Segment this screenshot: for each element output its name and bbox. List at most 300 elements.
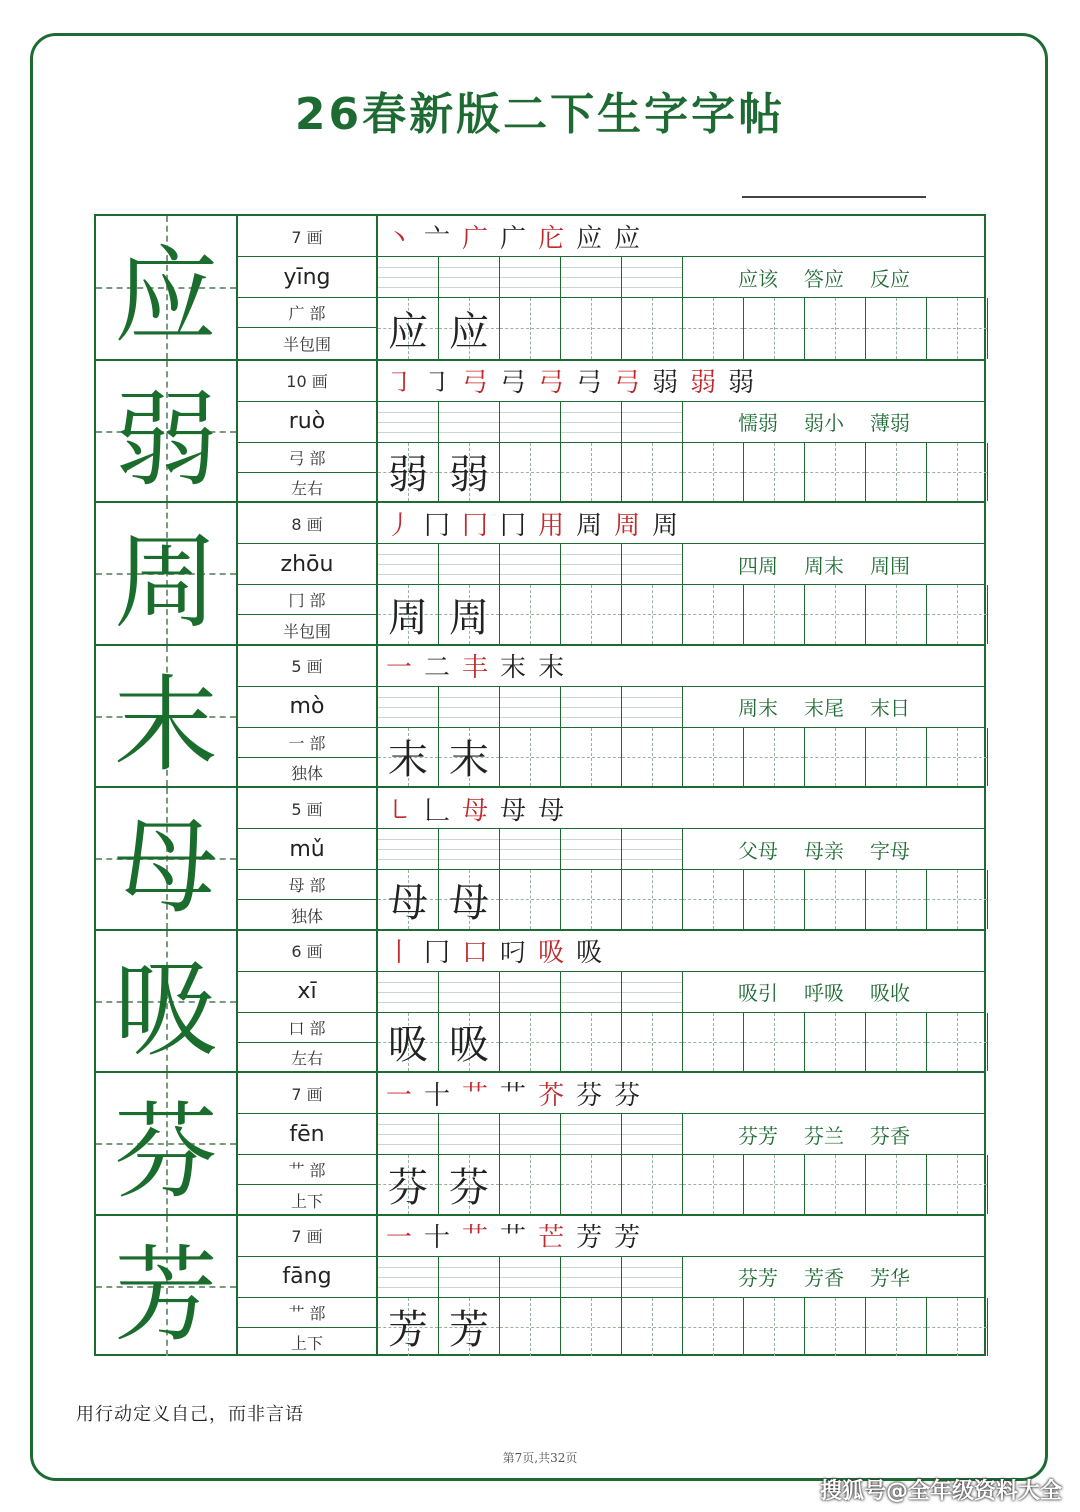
writing-cell[interactable]	[805, 443, 866, 502]
pinyin-cell[interactable]	[439, 687, 500, 727]
writing-grid-row	[378, 870, 984, 929]
stroke-step: ㇆	[424, 368, 451, 398]
pinyin-cell[interactable]	[561, 402, 622, 442]
writing-cell[interactable]	[866, 1013, 927, 1072]
stroke-step: 末	[538, 653, 565, 683]
pinyin-cell[interactable]	[439, 1257, 500, 1297]
stroke-order-row	[378, 216, 984, 257]
writing-cell[interactable]	[805, 1155, 866, 1214]
sample-character: 母	[449, 879, 489, 926]
writing-cell[interactable]	[439, 443, 500, 502]
sample-character: 芬	[449, 1164, 489, 1211]
writing-cell[interactable]	[378, 298, 439, 359]
writing-cell[interactable]	[561, 1298, 622, 1357]
cell-guide-v	[530, 298, 531, 359]
pinyin-cell[interactable]	[622, 544, 683, 584]
stroke-step: 冂	[462, 510, 489, 541]
vocab-words	[738, 1114, 910, 1154]
pinyin-guide-line	[561, 839, 621, 840]
writing-cell[interactable]	[805, 1298, 866, 1357]
pinyin-guide-line	[561, 849, 621, 850]
vocab-word: 反应	[870, 266, 910, 291]
pinyin-guide-line	[378, 554, 438, 555]
writing-cell[interactable]	[683, 1013, 744, 1072]
character-block	[96, 216, 984, 359]
pinyin-guide-line	[500, 992, 560, 993]
pinyin-guide-line	[561, 287, 621, 288]
stroke-step: 艹	[462, 1223, 489, 1253]
pinyin-guide-line	[439, 412, 499, 413]
writing-cell[interactable]	[683, 585, 744, 644]
big-character: 末	[113, 663, 218, 786]
writing-cell[interactable]	[683, 870, 744, 929]
writing-cell[interactable]	[561, 1013, 622, 1072]
pinyin-cell[interactable]	[439, 829, 500, 869]
structure: 上下	[290, 1334, 323, 1353]
cell-guide-v	[530, 1298, 531, 1357]
character-block	[96, 1214, 984, 1357]
stroke-step: 弱	[690, 368, 717, 398]
pinyin-guide-line	[500, 287, 560, 288]
stroke-step: 二	[424, 653, 451, 683]
pinyin-cell[interactable]	[439, 972, 500, 1012]
sample-character: 应	[449, 308, 489, 355]
stroke-order-row	[378, 1216, 984, 1257]
vocab-word: 母亲	[804, 838, 844, 863]
pinyin-guide-line	[622, 1287, 682, 1288]
stroke-step: 丨	[386, 938, 413, 968]
pinyin-guide-line	[378, 717, 438, 718]
cell-guide-v	[530, 1013, 531, 1072]
writing-cell[interactable]	[500, 298, 561, 359]
info-column	[238, 1216, 378, 1357]
stroke-step: 广	[500, 223, 527, 254]
writing-cell[interactable]	[744, 1155, 805, 1214]
pinyin-guide-line	[561, 432, 621, 433]
pinyin-guide-line	[500, 267, 560, 268]
pinyin-guide-line	[561, 717, 621, 718]
writing-grid-row	[378, 1155, 984, 1214]
pinyin-guide-line	[378, 849, 438, 850]
pinyin-cell[interactable]	[378, 402, 439, 442]
cell-guide-v	[896, 298, 897, 359]
big-character-box	[96, 931, 238, 1072]
vocab-word: 吸收	[870, 981, 910, 1005]
pinyin-cell[interactable]	[378, 972, 439, 1012]
pinyin-cell[interactable]	[439, 402, 500, 442]
vocab-word: 周末	[804, 553, 844, 578]
pinyin-guide-line	[622, 717, 682, 718]
vocab-word: 字母	[870, 838, 910, 863]
writing-cell[interactable]	[378, 1155, 439, 1214]
sample-character: 芳	[449, 1307, 489, 1354]
pinyin-cell[interactable]	[378, 1257, 439, 1297]
writing-cell[interactable]	[866, 443, 927, 502]
writing-cell[interactable]	[866, 585, 927, 644]
stroke-step: 丿	[386, 510, 413, 541]
cell-guide-v	[835, 1013, 836, 1072]
pinyin-guide-line	[439, 554, 499, 555]
cell-guide-v	[896, 870, 897, 929]
pinyin-guide-line	[561, 412, 621, 413]
pinyin-cell[interactable]	[500, 1114, 561, 1154]
pinyin-guide-line	[500, 564, 560, 565]
cell-guide-v	[713, 1298, 714, 1357]
character-block	[96, 359, 984, 502]
pinyin-guide-line	[378, 412, 438, 413]
pinyin-cell[interactable]	[622, 257, 683, 297]
strokes-count: 7 画	[238, 1216, 376, 1257]
stroke-step: 母	[462, 795, 489, 826]
pinyin-cell[interactable]	[561, 1114, 622, 1154]
stroke-step: 冂	[424, 510, 451, 541]
writing-cell[interactable]	[866, 1298, 927, 1357]
pinyin-cell[interactable]	[439, 1114, 500, 1154]
character-block	[96, 1071, 984, 1214]
pinyin-cell[interactable]	[500, 687, 561, 727]
strokes-count: 7 画	[238, 216, 376, 257]
writing-cell[interactable]	[683, 298, 744, 359]
writing-cell[interactable]	[561, 298, 622, 359]
stroke-step: 芬	[614, 1080, 641, 1111]
pinyin-cell[interactable]	[500, 544, 561, 584]
writing-cell[interactable]	[744, 870, 805, 929]
writing-cell[interactable]	[500, 1013, 561, 1072]
writing-cell[interactable]	[622, 443, 683, 502]
pinyin-guide-line	[439, 859, 499, 860]
pinyin-guide-line	[622, 849, 682, 850]
pinyin-cell[interactable]	[622, 1257, 683, 1297]
pinyin-cell[interactable]	[622, 402, 683, 442]
stroke-step: 弓	[614, 368, 641, 398]
pinyin-cell[interactable]	[561, 257, 622, 297]
cell-guide-v	[713, 1013, 714, 1072]
pinyin-guide-line	[439, 992, 499, 993]
writing-cell[interactable]	[500, 870, 561, 929]
sample-character: 吸	[449, 1022, 489, 1069]
writing-cell[interactable]	[683, 728, 744, 787]
pinyin-guide-line	[622, 267, 682, 268]
pinyin-cell[interactable]	[378, 257, 439, 297]
cell-guide-v	[957, 1298, 958, 1357]
pinyin-guide-line	[561, 277, 621, 278]
writing-cell[interactable]	[500, 585, 561, 644]
writing-cell[interactable]	[439, 728, 500, 787]
writing-cell[interactable]	[500, 1155, 561, 1214]
pinyin-practice-row	[378, 257, 984, 298]
cell-guide-v	[774, 585, 775, 644]
pinyin-guide-line	[439, 1277, 499, 1278]
cell-guide-v	[774, 1155, 775, 1214]
info-column	[238, 931, 378, 1072]
writing-cell[interactable]	[622, 298, 683, 359]
pinyin-guide-line	[439, 1134, 499, 1135]
pinyin-guide-line	[561, 574, 621, 575]
cell-guide-v	[835, 728, 836, 787]
writing-cell[interactable]	[378, 443, 439, 502]
sample-character: 应	[388, 308, 428, 355]
writing-cell[interactable]	[927, 728, 988, 787]
info-column	[238, 646, 378, 787]
pinyin-guide-line	[378, 422, 438, 423]
big-character: 芬	[113, 1091, 218, 1214]
pinyin-guide-line	[500, 412, 560, 413]
writing-cell[interactable]	[439, 1155, 500, 1214]
pinyin-cell[interactable]	[378, 829, 439, 869]
stroke-step: 冂	[424, 938, 451, 968]
vocab-word: 末日	[870, 696, 910, 720]
writing-cell[interactable]	[378, 1298, 439, 1357]
cell-guide-v	[774, 443, 775, 502]
pinyin-guide-line	[378, 1277, 438, 1278]
pinyin-guide-line	[561, 422, 621, 423]
pinyin-cell[interactable]	[561, 687, 622, 727]
writing-cell[interactable]	[378, 728, 439, 787]
info-column	[238, 216, 378, 359]
writing-cell[interactable]	[561, 1155, 622, 1214]
writing-grid-row	[378, 443, 984, 502]
writing-cell[interactable]	[439, 1298, 500, 1357]
stroke-step: 末	[500, 653, 527, 683]
pinyin-cell[interactable]	[500, 972, 561, 1012]
cell-guide-v	[774, 728, 775, 787]
pinyin-guide-line	[439, 1124, 499, 1125]
cell-guide-v	[713, 1155, 714, 1214]
stroke-order-row	[378, 646, 984, 687]
pinyin-guide-line	[439, 982, 499, 983]
pinyin-guide-line	[378, 1267, 438, 1268]
writing-grid-row	[378, 1298, 984, 1357]
writing-cell[interactable]	[744, 1013, 805, 1072]
pinyin-guide-line	[622, 982, 682, 983]
pinyin-cell[interactable]	[561, 829, 622, 869]
pinyin-cell[interactable]	[622, 687, 683, 727]
pinyin-guide-line	[378, 697, 438, 698]
name-line	[742, 196, 926, 198]
writing-cell[interactable]	[866, 728, 927, 787]
writing-cell[interactable]	[439, 298, 500, 359]
pinyin-guide-line	[439, 432, 499, 433]
cell-guide-v	[957, 298, 958, 359]
pinyin-guide-line	[561, 564, 621, 565]
writing-cell[interactable]	[805, 298, 866, 359]
writing-cell[interactable]	[744, 728, 805, 787]
pinyin-cell[interactable]	[500, 257, 561, 297]
practice-sheet	[94, 214, 986, 1356]
big-character: 应	[113, 235, 218, 358]
stroke-step: 艹	[500, 1080, 527, 1111]
writing-cell[interactable]	[927, 1013, 988, 1072]
strokes-count: 7 画	[238, 1073, 376, 1114]
big-character-box	[96, 216, 238, 359]
pinyin-guide-line	[378, 1002, 438, 1003]
sample-character: 弱	[449, 452, 489, 499]
vocab-word: 芳华	[870, 1266, 910, 1290]
writing-cell[interactable]	[805, 1013, 866, 1072]
vocab-words	[738, 972, 910, 1012]
writing-cell[interactable]	[927, 585, 988, 644]
writing-cell[interactable]	[744, 443, 805, 502]
stroke-step: 弓	[462, 368, 489, 398]
writing-cell[interactable]	[805, 870, 866, 929]
stroke-step: 十	[424, 1223, 451, 1253]
writing-cell[interactable]	[927, 870, 988, 929]
writing-cell[interactable]	[561, 443, 622, 502]
writing-cell[interactable]	[744, 1298, 805, 1357]
writing-cell[interactable]	[622, 585, 683, 644]
writing-cell[interactable]	[439, 1013, 500, 1072]
pinyin-cell[interactable]	[561, 1257, 622, 1297]
structure: 半包围	[282, 334, 331, 354]
stroke-step: 弱	[728, 368, 755, 398]
writing-cell[interactable]	[805, 728, 866, 787]
pinyin-cell[interactable]	[378, 687, 439, 727]
sample-character: 母	[388, 879, 428, 926]
stroke-step: ㇄	[386, 795, 413, 826]
vocab-word: 周末	[738, 696, 778, 720]
writing-cell[interactable]	[683, 443, 744, 502]
writing-cell[interactable]	[927, 1155, 988, 1214]
vocab-word: 芬香	[870, 1123, 910, 1148]
pinyin-cell[interactable]	[378, 1114, 439, 1154]
vocab-word: 呼吸	[804, 981, 844, 1005]
vocab-words	[738, 544, 910, 584]
writing-cell[interactable]	[744, 585, 805, 644]
cell-guide-v	[713, 728, 714, 787]
pinyin-guide-line	[622, 1002, 682, 1003]
writing-cell[interactable]	[622, 1013, 683, 1072]
info-column	[238, 788, 378, 929]
stroke-step: 芳	[576, 1223, 603, 1253]
pinyin-guide-line	[500, 277, 560, 278]
pinyin-cell[interactable]	[500, 829, 561, 869]
writing-cell[interactable]	[500, 728, 561, 787]
pinyin-cell[interactable]	[622, 829, 683, 869]
pinyin-cell[interactable]	[500, 402, 561, 442]
writing-cell[interactable]	[805, 585, 866, 644]
strokes-count: 5 画	[238, 646, 376, 687]
writing-cell[interactable]	[622, 1155, 683, 1214]
writing-cell[interactable]	[744, 298, 805, 359]
pinyin-guide-line	[378, 992, 438, 993]
writing-cell[interactable]	[927, 1298, 988, 1357]
pinyin-guide-line	[500, 432, 560, 433]
cell-guide-v	[957, 870, 958, 929]
cell-guide-v	[591, 1298, 592, 1357]
pinyin-cell[interactable]	[378, 544, 439, 584]
writing-cell[interactable]	[500, 1298, 561, 1357]
pinyin-guide-line	[439, 287, 499, 288]
pinyin-cell[interactable]	[622, 972, 683, 1012]
cell-guide-v	[652, 870, 653, 929]
pinyin-guide-line	[500, 839, 560, 840]
pinyin-practice-row	[378, 1114, 984, 1155]
pinyin-guide-line	[439, 707, 499, 708]
sample-character: 芳	[388, 1307, 428, 1354]
pinyin-guide-line	[439, 1002, 499, 1003]
pinyin-cell[interactable]	[622, 1114, 683, 1154]
writing-cell[interactable]	[622, 870, 683, 929]
stroke-step: 芒	[538, 1223, 565, 1253]
cell-guide-v	[591, 1013, 592, 1072]
pinyin-guide-line	[439, 574, 499, 575]
writing-cell[interactable]	[439, 870, 500, 929]
writing-cell[interactable]	[561, 585, 622, 644]
cell-guide-v	[591, 443, 592, 502]
pinyin-guide-line	[622, 287, 682, 288]
writing-cell[interactable]	[683, 1155, 744, 1214]
writing-cell[interactable]	[561, 728, 622, 787]
writing-cell[interactable]	[439, 585, 500, 644]
writing-cell[interactable]	[378, 1013, 439, 1072]
writing-cell[interactable]	[927, 298, 988, 359]
pinyin-cell[interactable]	[561, 544, 622, 584]
cell-guide-v	[896, 1013, 897, 1072]
writing-cell[interactable]	[500, 443, 561, 502]
pinyin-guide-line	[561, 1277, 621, 1278]
pinyin-guide-line	[378, 277, 438, 278]
sample-character: 末	[449, 737, 489, 784]
pinyin-guide-line	[622, 432, 682, 433]
writing-cell[interactable]	[866, 1155, 927, 1214]
radical: 母 部	[238, 870, 376, 900]
stroke-step: 庀	[538, 223, 565, 254]
pinyin-guide-line	[500, 554, 560, 555]
pinyin-cell[interactable]	[500, 1257, 561, 1297]
pinyin-guide-line	[622, 564, 682, 565]
sample-character: 周	[388, 594, 428, 641]
writing-cell[interactable]	[378, 870, 439, 929]
writing-cell[interactable]	[622, 728, 683, 787]
pinyin-guide-line	[561, 1134, 621, 1135]
stroke-step: 母	[500, 795, 527, 826]
pinyin-guide-line	[622, 554, 682, 555]
pinyin-guide-line	[500, 697, 560, 698]
pinyin-guide-line	[439, 1267, 499, 1268]
page-number: 第7页,共32页	[502, 1451, 578, 1465]
writing-cell[interactable]	[927, 443, 988, 502]
writing-cell[interactable]	[622, 1298, 683, 1357]
pinyin-practice-row	[378, 544, 984, 585]
pinyin-cell[interactable]	[439, 544, 500, 584]
pinyin-cell[interactable]	[439, 257, 500, 297]
pinyin-guide-line	[561, 267, 621, 268]
cell-guide-v	[957, 728, 958, 787]
strokes-count: 5 画	[238, 788, 376, 829]
pinyin-cell[interactable]	[561, 972, 622, 1012]
radical: 口 部	[238, 1013, 376, 1043]
writing-cell[interactable]	[378, 585, 439, 644]
structure: 左右	[290, 1049, 323, 1068]
pinyin-guide-line	[500, 1144, 560, 1145]
pinyin-guide-line	[561, 1144, 621, 1145]
writing-cell[interactable]	[561, 870, 622, 929]
vocab-word: 芳香	[804, 1266, 844, 1290]
structure: 上下	[290, 1191, 323, 1211]
pinyin-guide-line	[500, 1287, 560, 1288]
writing-cell[interactable]	[683, 1298, 744, 1357]
vocab-word: 周围	[870, 553, 910, 578]
info-column	[238, 1073, 378, 1214]
pinyin-guide-line	[622, 1267, 682, 1268]
radical: 冂 部	[238, 585, 376, 615]
writing-cell[interactable]	[866, 298, 927, 359]
writing-cell[interactable]	[866, 870, 927, 929]
pinyin-guide-line	[439, 1144, 499, 1145]
pinyin-guide-line	[622, 1134, 682, 1135]
info-column	[238, 361, 378, 502]
cell-guide-v	[530, 1155, 531, 1214]
